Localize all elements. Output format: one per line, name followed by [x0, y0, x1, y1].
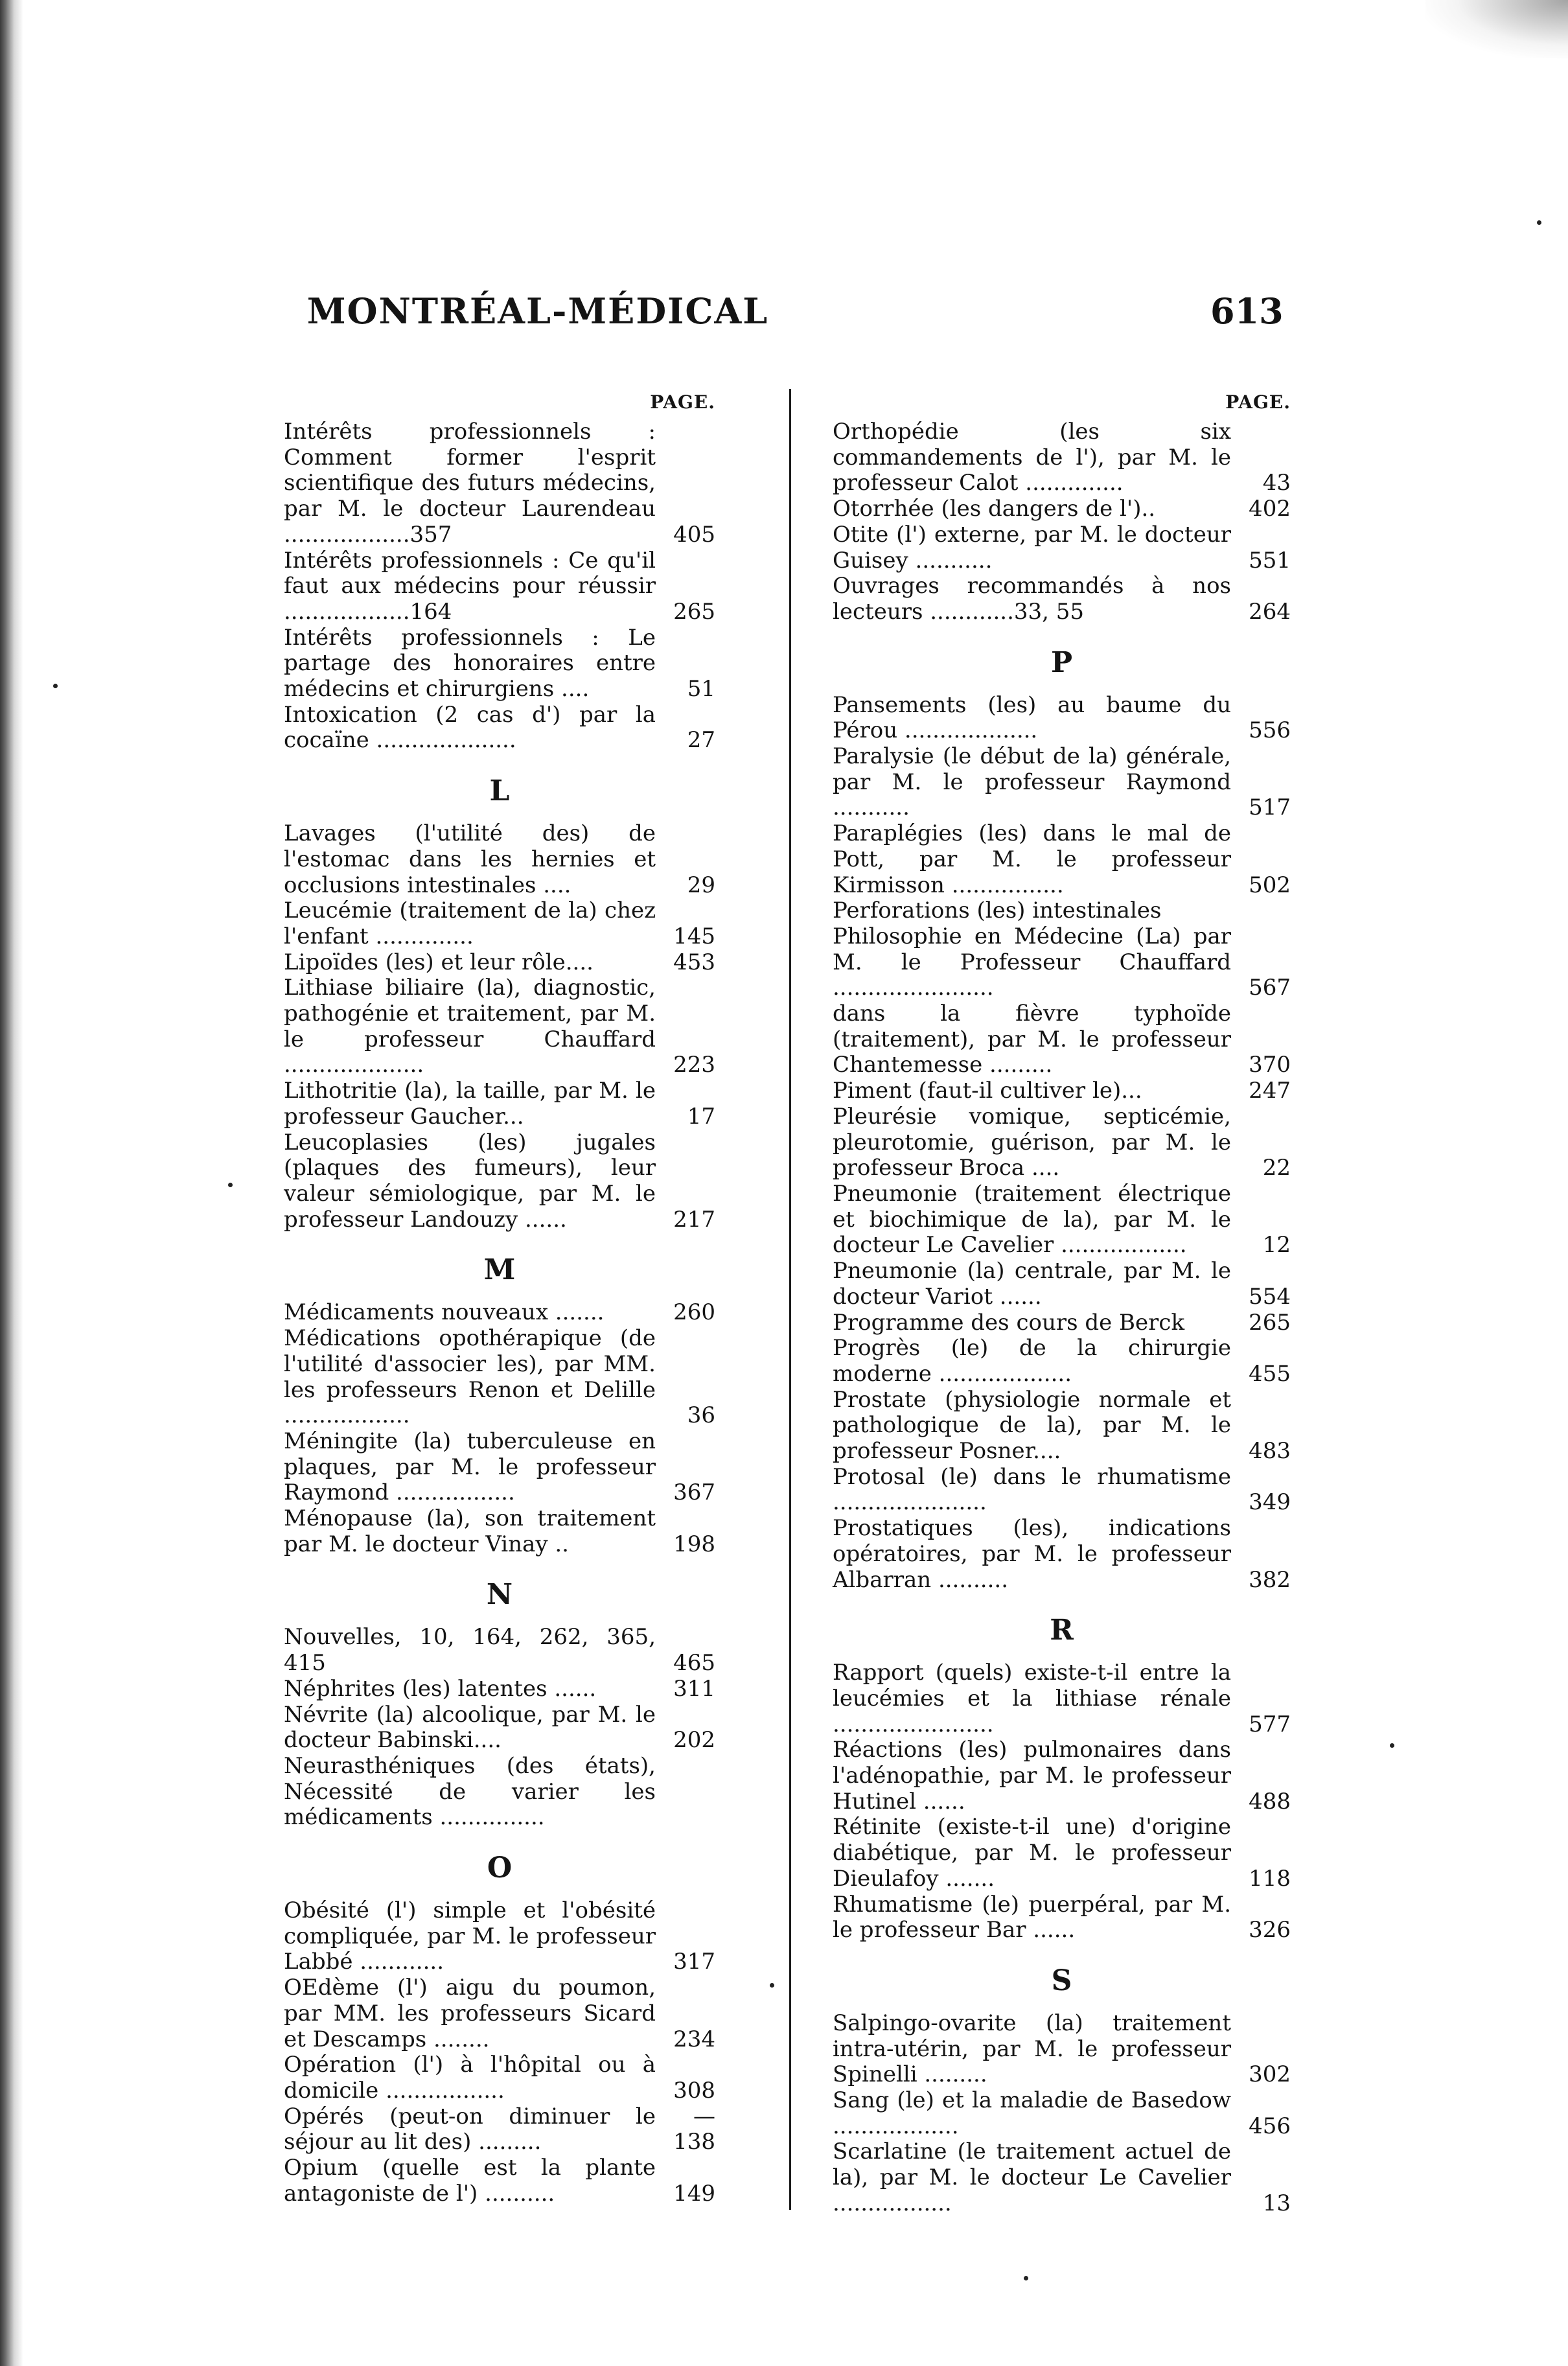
scan-speck: [1390, 1743, 1394, 1748]
index-entry-text: Orthopédie (les six commandements de l'), par M. le professeur Calot ..............: [833, 419, 1231, 496]
index-entry-text: Paraplégies (les) dans le mal de Pott, par M. le professeur Kirmisson ................: [833, 820, 1231, 898]
index-entry-page: 367: [673, 1479, 715, 1506]
index-entry: [284, 1898, 715, 1975]
scan-binding-shadow: [0, 0, 23, 2366]
section-gap: [284, 1831, 715, 1838]
section-gap: [833, 625, 1291, 633]
index-entry-page: 264: [1249, 598, 1291, 625]
index-entry-page: 551: [1249, 547, 1291, 574]
index-entry-text: Réactions (les) pulmonaires dans l'adénopathie, par M. le professeur Hutinel ......: [833, 1737, 1231, 1815]
index-entry-text: Intérêts professionnels : Comment former l'esprit scientifique des futurs médecins, par M. le docteur Laurendeau ..................357: [284, 419, 656, 548]
index-entry-text: Otorrhée (les dangers de l')..: [833, 496, 1156, 522]
scan-speck: [1024, 2276, 1028, 2280]
index-entry-text: Rétinite (existe-t-il une) d'origine diabétique, par M. le professeur Dieulafoy .......: [833, 1814, 1231, 1892]
index-entry-text: Leucémie (traitement de la) chez l'enfant ..............: [284, 898, 656, 949]
index-entry: [833, 744, 1291, 821]
index-entry-text: Philosophie en Médecine (La) par M. le Professeur Chauffard .......................: [833, 923, 1231, 1001]
index-entry: [833, 1310, 1291, 1336]
index-entry-page: 488: [1249, 1788, 1291, 1815]
index-entry-text: Opération (l') à l'hôpital ou à domicile .................: [284, 2052, 656, 2104]
index-entry-text: Médications opothérapique (de l'utilité d'associer les), par MM. les professeurs Renon et Delille ..................: [284, 1325, 656, 1429]
index-entry: [833, 1001, 1291, 1078]
section-letter: P: [1050, 645, 1073, 679]
index-entry: [833, 2139, 1291, 2216]
index-entry: [833, 522, 1291, 574]
column-divider: [789, 389, 791, 2210]
index-entry-page: 223: [673, 1052, 715, 1078]
index-entry-text: Néphrites (les) latentes ......: [284, 1675, 597, 1702]
index-entry: [284, 1702, 715, 1754]
index-entry-text: Opium (quelle est la plante antagoniste de l') ..........: [284, 2155, 656, 2207]
section-gap: [284, 754, 715, 761]
section-letter: S: [1051, 1964, 1072, 1997]
index-entry-text: Pansements (les) au baume du Pérou ...................: [833, 691, 1231, 744]
index-entry: [833, 1465, 1291, 1516]
index-entry-page: 247: [1249, 1078, 1291, 1104]
index-entry-text: Lithiase biliaire (la), diagnostic, pathogénie et traitement, par M. le professeur Chauffard ....................: [284, 975, 656, 1078]
index-entry-page: 234: [673, 2026, 715, 2052]
index-entry: [833, 2011, 1291, 2088]
index-entry-text: Progrès (le) de la chirurgie moderne ...................: [833, 1335, 1231, 1387]
index-entry-text: Obésité (l') simple et l'obésité compliquée, par M. le professeur Labbé ............: [284, 1897, 656, 1975]
index-entry-text: Lithotritie (la), la taille, par M. le professeur Gaucher...: [284, 1078, 656, 1130]
index-entry-page: 302: [1249, 2061, 1291, 2088]
index-entry-page: 202: [673, 1727, 715, 1754]
index-entry-page: 567: [1249, 975, 1291, 1001]
index-entry-page: 51: [687, 676, 715, 702]
index-entry: [833, 1078, 1291, 1104]
index-entry-text: Leucoplasies (les) jugales (plaques des fumeurs), leur valeur sémiologique, par M. le professeur Landouzy ......: [284, 1129, 656, 1233]
index-entry-page: 36: [687, 1402, 715, 1429]
index-entry: [833, 496, 1291, 522]
section-letter: R: [1050, 1614, 1074, 1647]
index-entry: [833, 1387, 1291, 1465]
index-entry-page: 29: [687, 872, 715, 898]
page-column-heading: PAGE.: [1225, 391, 1291, 413]
index-entry-text: Lavages (l'utilité des) de l'estomac dans les hernies et occlusions intestinales ....: [284, 820, 656, 898]
index-entry-text: Neurasthéniques (des états), Nécessité de varier les médicaments ...............: [284, 1752, 656, 1831]
index-entry-text: Opérés (peut-on diminuer le séjour au lit des) .........: [284, 2103, 656, 2155]
index-entry: [284, 2052, 715, 2104]
section-gap: [284, 2207, 715, 2214]
index-entry: [284, 950, 715, 976]
section-gap: [833, 2217, 1291, 2225]
index-entry-text: Sang (le) et la maladie de Basedow ..................: [833, 2087, 1231, 2139]
section-gap: [284, 1233, 715, 1240]
index-entry-text: Intérêts professionnels : Ce qu'il faut aux médecins pour réussir ..................164: [284, 547, 656, 625]
index-entry: [284, 548, 715, 625]
scan-speck: [770, 1983, 774, 1988]
page-number: 613: [1210, 290, 1284, 332]
index-entry: [284, 2104, 715, 2155]
index-entry: [284, 1130, 715, 1233]
index-entry-text: Névrite (la) alcoolique, par M. le docteur Babinski....: [284, 1701, 656, 1754]
index-entry: [284, 1506, 715, 1557]
section-gap: [833, 1943, 1291, 1951]
index-entry: [833, 419, 1291, 496]
index-entry-page: 198: [673, 1531, 715, 1557]
index-entry: [833, 1181, 1291, 1258]
index-entry-page: 22: [1262, 1155, 1291, 1181]
index-entry: [833, 574, 1291, 625]
section-letter: M: [483, 1253, 516, 1287]
section-gap: [833, 1593, 1291, 1601]
index-entry: [284, 702, 715, 754]
page-column-heading: PAGE.: [650, 391, 715, 413]
index-entry-text: Intoxication (2 cas d') par la cocaïne ....................: [284, 701, 656, 754]
index-entry: [833, 1104, 1291, 1181]
index-entry-text: Protosal (le) dans le rhumatisme ......................: [833, 1463, 1231, 1516]
index-entry-text: Ménopause (la), son traitement par M. le docteur Vinay ..: [284, 1505, 656, 1557]
index-entry-text: Prostate (physiologie normale et pathologique de la), par M. le professeur Posner....: [833, 1386, 1231, 1465]
index-entry: [833, 1336, 1291, 1387]
index-entry-text: Ouvrages recommandés à nos lecteurs ............33, 55: [833, 573, 1231, 625]
index-entry-text: OEdème (l') aigu du poumon, par MM. les professeurs Sicard et Descamps ........: [284, 1975, 656, 2052]
index-entry-text: Prostatiques (les), indications opératoires, par M. le professeur Albarran ..........: [833, 1515, 1231, 1593]
index-entry-text: Intérêts professionnels : Le partage des honoraires entre médecins et chirurgiens ....: [284, 624, 656, 702]
index-entry: [833, 1892, 1291, 1943]
index-entry: [833, 1737, 1291, 1815]
index-entry-text: Rapport (quels) existe-t-il entre la leucémies et la lithiase rénale .......................: [833, 1660, 1231, 1737]
scan-corner-smudge: [1425, 0, 1568, 58]
index-entry-page: 402: [1249, 496, 1291, 522]
index-entry: [284, 1676, 715, 1702]
section-letter: O: [487, 1851, 513, 1885]
index-entry: [284, 1625, 715, 1676]
index-entry-page: 554: [1249, 1283, 1291, 1310]
section-letter: L: [489, 774, 510, 808]
index-entry-page: 326: [1249, 1917, 1291, 1943]
index-entry-page: 317: [673, 1949, 715, 1975]
index-entry-text: Otite (l') externe, par M. le docteur Guisey ...........: [833, 521, 1231, 574]
index-entry-text: Paralysie (le début de la) générale, par M. le professeur Raymond ...........: [833, 743, 1231, 821]
running-header-title: MONTRÉAL-MÉDICAL: [306, 290, 769, 332]
index-entry-page: 149: [673, 2180, 715, 2207]
index-entry-page: 556: [1249, 717, 1291, 744]
index-entry-text: Médicaments nouveaux .......: [284, 1299, 605, 1326]
index-entry-page: —138: [673, 2103, 715, 2155]
index-entry-page: 13: [1262, 2190, 1291, 2216]
index-entry-page: 217: [673, 1206, 715, 1233]
index-entry: [833, 1258, 1291, 1310]
index-entry-text: Rhumatisme (le) puerpéral, par M. le professeur Bar ......: [833, 1891, 1231, 1943]
index-entry: [284, 1326, 715, 1429]
index-entry: [284, 898, 715, 949]
index-entry: [833, 1815, 1291, 1892]
index-entry-page: 43: [1262, 470, 1291, 496]
index-entry-page: 465: [673, 1650, 715, 1676]
section-gap: [284, 1557, 715, 1565]
index-entry-page: 370: [1249, 1052, 1291, 1078]
index-entry: [284, 975, 715, 1078]
scan-speck: [53, 684, 58, 688]
index-entry-text: Lipoïdes (les) et leur rôle....: [284, 949, 594, 975]
index-entry-page: 483: [1249, 1438, 1291, 1465]
index-entry: [284, 625, 715, 702]
index-entry: [833, 924, 1291, 1001]
scan-speck: [228, 1183, 233, 1187]
index-entry-page: 265: [673, 598, 715, 625]
index-entry-page: 453: [673, 949, 715, 975]
index-entry: [284, 1754, 715, 1831]
scan-speck: [1537, 220, 1541, 225]
index-entry-page: 260: [673, 1299, 715, 1326]
index-entry: [284, 1429, 715, 1506]
index-entry-page: 349: [1249, 1489, 1291, 1516]
index-entry: [833, 898, 1291, 924]
index-entry-page: 577: [1249, 1711, 1291, 1737]
index-entry: [833, 821, 1291, 898]
index-entry-text: Scarlatine (le traitement actuel de la), par M. le docteur Le Cavelier .................: [833, 2139, 1231, 2216]
index-entry-page: 455: [1249, 1360, 1291, 1387]
index-entry-page: 311: [673, 1675, 715, 1702]
index-entry: [284, 1975, 715, 2052]
index-entry-page: 308: [673, 2077, 715, 2104]
index-entry: [833, 1660, 1291, 1737]
index-entry-page: 17: [687, 1103, 715, 1130]
index-entry: [284, 821, 715, 898]
index-entry-text: Salpingo-ovarite (la) traitement intra-utérin, par M. le professeur Spinelli .........: [833, 2010, 1231, 2088]
index-entry: [833, 693, 1291, 744]
index-entry-page: 456: [1249, 2113, 1291, 2139]
index-entry-text: Nouvelles, 10, 164, 262, 365, 415: [284, 1624, 656, 1676]
index-entry-page: 517: [1249, 794, 1291, 821]
index-entry-text: Perforations (les) intestinales: [833, 898, 1162, 924]
index-entry-text: dans la fièvre typhoïde (traitement), par M. le professeur Chantemesse .........: [833, 1001, 1231, 1078]
index-entry-text: Programme des cours de Berck: [833, 1309, 1185, 1336]
index-entry-page: 12: [1262, 1232, 1291, 1258]
index-entry-text: Piment (faut-il cultiver le)...: [833, 1078, 1142, 1104]
index-entry-page: 118: [1249, 1865, 1291, 1892]
index-entry-text: Pneumonie (la) centrale, par M. le docteur Variot ......: [833, 1258, 1231, 1310]
index-entry-page: 405: [673, 521, 715, 548]
index-entry-page: 502: [1249, 872, 1291, 898]
index-entry-text: Méningite (la) tuberculeuse en plaques, par M. le professeur Raymond .................: [284, 1428, 656, 1506]
index-entry: [284, 2155, 715, 2207]
index-column-left: [284, 386, 715, 2214]
index-entry-text: Pleurésie vomique, septicémie, pleurotomie, guérison, par M. le professeur Broca ....: [833, 1103, 1231, 1181]
index-entry-page: 27: [687, 727, 715, 754]
index-entry: [284, 419, 715, 548]
index-entry-page: 382: [1249, 1566, 1291, 1593]
index-entry-page: 265: [1249, 1309, 1291, 1336]
index-entry: [833, 2088, 1291, 2139]
index-column-right: [833, 386, 1291, 2225]
index-entry: [284, 1078, 715, 1130]
section-letter: N: [486, 1578, 513, 1612]
index-entry: [284, 1300, 715, 1326]
index-entry-page: 145: [673, 923, 715, 949]
index-entry-text: Pneumonie (traitement électrique et biochimique de la), par M. le docteur Le Cavelier ..................: [833, 1180, 1231, 1258]
index-entry: [833, 1516, 1291, 1593]
